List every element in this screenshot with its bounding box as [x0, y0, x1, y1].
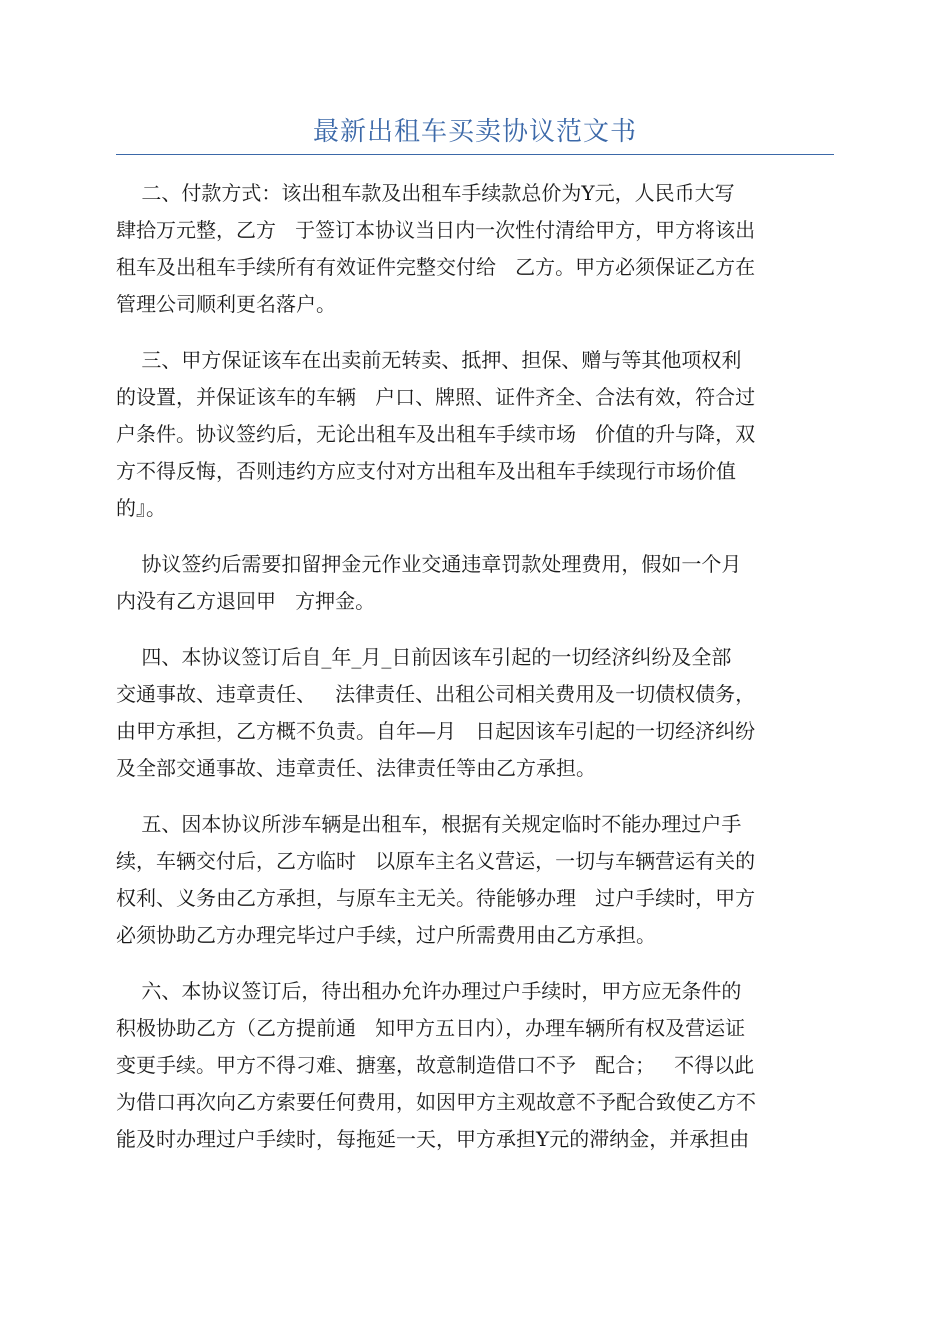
paragraph-deposit	[116, 546, 834, 620]
paragraph-payment	[116, 175, 834, 323]
text-line: 五、因本协议所涉车辆是出租车，根据有关规定临时不能办理过户手	[116, 812, 742, 836]
paragraph-cooperation	[116, 973, 834, 1158]
text-line: 二、付款方式：该出租车款及出租车手续款总价为Y元，人民币大写	[116, 181, 735, 205]
text-line: 及全部交通事故、违章责任、法律责任等由乙方承担。	[116, 756, 596, 780]
text-line: 管理公司顺利更名落户。	[116, 292, 336, 316]
text-line: 肆拾万元整，乙方 于签订本协议当日内一次性付清给甲方，甲方将该出	[116, 218, 756, 242]
text-line: 变更手续。甲方不得刁难、搪塞，故意制造借口不予 配合； 不得以此	[116, 1053, 755, 1077]
text-line: 能及时办理过户手续时，每拖延一天，甲方承担Y元的滞纳金，并承担由	[116, 1127, 750, 1151]
text-line: 必须协助乙方办理完毕过户手续，过户所需费用由乙方承担。	[116, 923, 656, 947]
text-line: 户条件。协议签约后，无论出租车及出租车手续市场 价值的升与降，双	[116, 422, 756, 446]
text-line: 协议签约后需要扣留押金元作业交通违章罚款处理费用，假如一个月	[116, 552, 742, 576]
text-line: 四、本协议签订后自_年_月_日前因该车引起的一切经济纠纷及全部	[116, 645, 732, 669]
text-line: 三、甲方保证该车在出卖前无转卖、抵押、担保、赠与等其他项权利	[116, 348, 742, 372]
paragraph-guarantee	[116, 342, 834, 527]
title-underline	[116, 154, 834, 155]
document-title: 最新出租车买卖协议范文书	[312, 117, 637, 147]
text-line: 续，车辆交付后，乙方临时 以原车主名义营运，一切与车辆营运有关的	[116, 849, 756, 873]
text-line: 由甲方承担，乙方概不负责。自年—月 日起因该车引起的一切经济纠纷	[116, 719, 756, 743]
text-line: 权利、义务由乙方承担，与原车主无关。待能够办理 过户手续时，甲方	[116, 886, 756, 910]
text-line: 租车及出租车手续所有有效证件完整交付给 乙方。甲方必须保证乙方在	[116, 255, 756, 279]
text-line: 交通事故、违章责任、 法律责任、出租公司相关费用及一切债权债务，	[116, 682, 756, 706]
paragraph-liability	[116, 639, 834, 787]
document-body	[116, 175, 834, 1177]
text-line: 的设置，并保证该车的车辆 户口、牌照、证件齐全、合法有效，符合过	[116, 385, 756, 409]
text-line: 积极协助乙方（乙方提前通 知甲方五日内），办理车辆所有权及营运证	[116, 1016, 746, 1040]
text-line: 内没有乙方退回甲 方押金。	[116, 589, 376, 613]
text-line: 的』。	[116, 496, 166, 520]
text-line: 六、本协议签订后，待出租办允许办理过户手续时，甲方应无条件的	[116, 979, 742, 1003]
text-line: 为借口再次向乙方索要任何费用，如因甲方主观故意不予配合致使乙方不	[116, 1090, 756, 1114]
paragraph-transfer	[116, 806, 834, 954]
text-line: 方不得反悔，否则违约方应支付对方出租车及出租车手续现行市场价值	[116, 459, 736, 483]
